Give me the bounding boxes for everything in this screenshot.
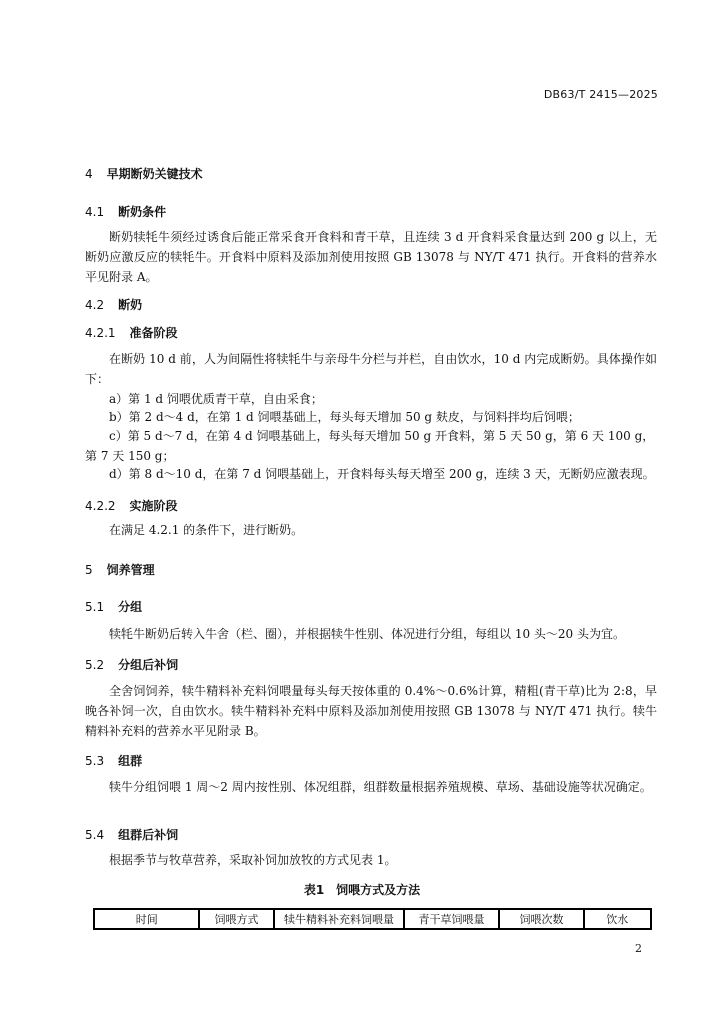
section-5-3-heading	[85, 752, 142, 769]
section-number: 5.1	[85, 600, 105, 614]
table-header-cell: 时间	[94, 909, 199, 929]
section-number: 4.1	[85, 205, 105, 219]
table-header-cell: 犊牛精料补充料饲喂量	[274, 909, 404, 929]
section-5-1-heading	[85, 598, 142, 615]
section-5-2-heading	[85, 656, 178, 673]
table-caption: 表1 饲喂方式及方法	[303, 883, 421, 897]
section-title: 分组后补饲	[118, 658, 179, 672]
section-5-3-paragraph: 犊牛分组饲喂 1 周～2 周内按性别、体况组群，组群数量根据养殖规模、草场、基础设施等状况确定。	[109, 780, 652, 794]
section-number: 5.3	[85, 754, 105, 768]
section-5-4-paragraph: 根据季节与牧草营养，采取补饲加放牧的方式见表 1。	[109, 853, 397, 867]
section-title: 组群后补饲	[118, 828, 179, 842]
list-item: b）第 2 d～4 d，在第 1 d 饲喂基础上，每头每天增加 50 g 麸皮，与饲料拌均后饲喂；	[109, 410, 580, 424]
section-title: 断奶条件	[118, 205, 167, 219]
section-number: 4.2	[85, 298, 105, 312]
document-code: DB63/T 2415—2025	[543, 88, 658, 101]
section-4-2-2-heading	[85, 497, 178, 514]
section-title: 实施阶段	[129, 499, 178, 513]
section-number: 4.2.1	[85, 326, 116, 340]
table-header-row	[94, 909, 651, 929]
section-number: 4	[85, 167, 93, 181]
section-5-4-heading	[85, 826, 178, 843]
list-item: c）第 5 d～7 d，在第 4 d 饲喂基础上，每头每天增加 50 g 开食料，第 5 天 50 g，第 6 天 100 g，第 7 天 150 g；	[85, 429, 655, 463]
section-title: 早期断奶关键技术	[106, 167, 203, 181]
section-5-1-paragraph: 犊牦牛断奶后转入牛舍（栏、圈），并根据犊牛性别、体况进行分组，每组以 10 头～20 头为宜。	[109, 627, 625, 641]
table-header-cell: 青干草饲喂量	[404, 909, 499, 929]
section-title: 饲养管理	[106, 563, 155, 577]
section-5-2-paragraph: 全舍饲饲养，犊牛精料补充料饲喂量每头每天按体重的 0.4%～0.6%计算，精粗(青干草)比为 2:8，早晚各补饲一次，自由饮水。犊牛精料补充料中原料及添加剂使用按照 GB 13078 与 NY/T 471 执行。犊牛精料补充料的营养水平见附录 B。	[85, 684, 657, 738]
table-header-cell: 饲喂次数	[499, 909, 584, 929]
section-4-1-paragraph: 断奶犊牦牛须经过诱食后能正常采食开食料和青干草，且连续 3 d 开食料采食量达到 200 g 以上，无断奶应激反应的犊牦牛。开食料中原料及添加剂使用按照 GB 13078 与 NY/T 471 执行。开食料的营养水平见附录 A。	[85, 230, 657, 284]
section-number: 4.2.2	[85, 499, 116, 513]
section-number: 5.4	[85, 828, 105, 842]
section-title: 分组	[118, 600, 143, 614]
section-4-heading	[85, 165, 203, 182]
section-4-2-1-heading	[85, 324, 178, 341]
section-title: 组群	[118, 754, 143, 768]
table-header-cell: 饲喂方式	[199, 909, 274, 929]
section-4-1-heading	[85, 203, 166, 220]
feeding-table	[93, 908, 652, 930]
section-5-heading	[85, 561, 155, 578]
list-item: d）第 8 d～10 d，在第 7 d 饲喂基础上，开食料每头每天增至 200 g，连续 3 天，无断奶应激表现。	[109, 467, 655, 481]
section-4-2-heading	[85, 296, 142, 313]
section-4-2-2-paragraph: 在满足 4.2.1 的条件下，进行断奶。	[109, 523, 304, 537]
list-item: a）第 1 d 饲喂优质青干草，自由采食；	[109, 392, 323, 406]
section-title: 准备阶段	[129, 326, 178, 340]
section-title: 断奶	[118, 298, 143, 312]
section-4-2-1-paragraph: 在断奶 10 d 前，人为间隔性将犊牦牛与亲母牛分栏与并栏，自由饮水，10 d 内完成断奶。具体操作如下：	[85, 352, 657, 386]
table-header-cell: 饮水	[584, 909, 651, 929]
section-number: 5.2	[85, 658, 105, 672]
section-number: 5	[85, 563, 93, 577]
page-number: 2	[635, 942, 642, 955]
